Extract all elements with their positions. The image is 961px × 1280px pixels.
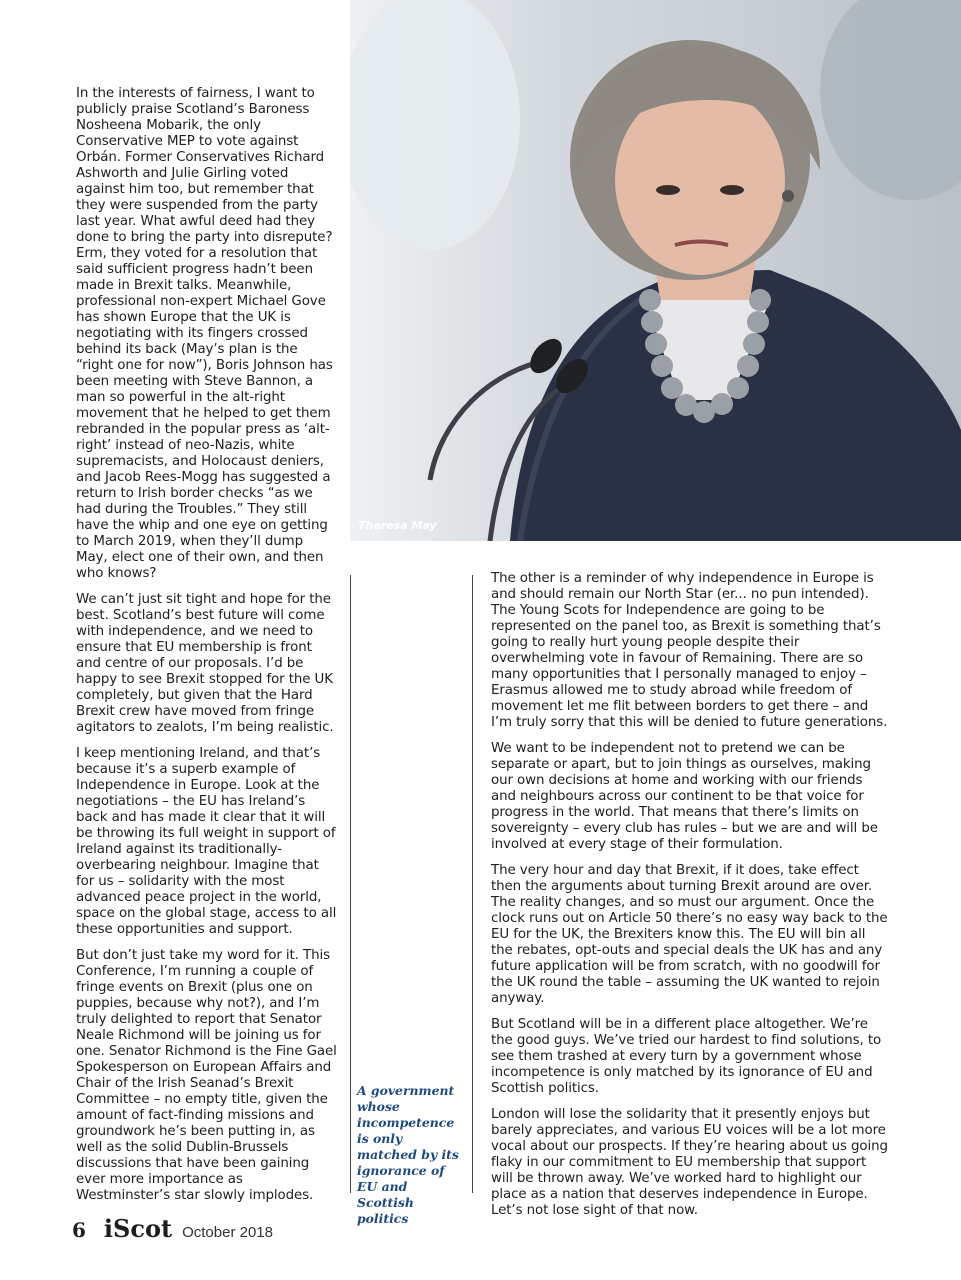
body-paragraph: The very hour and day that Brexit, if it does, take effect then the arguments about turning Brexit around are over. The reality changes, and so must our argument. Once the clock runs out on Article 50 there’s no easy way back to the EU for the UK, the Brexiters know this. The EU will bin all the rebates, opt-outs and special deals the UK has and any future application will be from scratch, with no goodwill for the UK round the table – assuming the UK wanted to rejoin anyway. — [491, 863, 888, 1006]
right-article-column — [491, 571, 889, 1229]
photo-caption: Theresa May — [358, 519, 437, 532]
portrait-illustration — [350, 0, 961, 541]
body-paragraph: I keep mentioning Ireland, and that’s because it’s a superb example of Independence in Europe. Look at the negotiations – the EU has Ireland’s back and has made it clear that it will be throwing its full weight in support of Ireland against its traditionally-overbearing neighbour. Imagine that for us – solidarity with the most advanced peace project in the world, space on the global stage, access to all these opportunities and support. — [76, 746, 337, 937]
column-divider — [350, 575, 351, 1193]
magazine-logo: iScot — [103, 1214, 173, 1243]
body-paragraph: We can’t just sit tight and hope for the best. Scotland’s best future will come with independence, and we need to ensure that EU membership is front and centre of our proposals. I’d be happy to see Brexit stopped for the UK completely, but given that the Hard Brexit crew have moved from fringe agitators to zealots, I’m being realistic. — [76, 592, 334, 735]
column-divider — [472, 575, 473, 1193]
body-paragraph: But Scotland will be in a different place altogether. We’re the good guys. We’ve tried our hardest to find solutions, to see them trashed at every turn by a government whose incompetence is only matched by its ignorance of EU and Scottish politics. — [491, 1017, 882, 1096]
body-paragraph: The other is a reminder of why independence in Europe is and should remain our North Star (er... no pun intended). The Young Scots for Independence are going to be represented on the panel too, as Brexit is something that’s going to really hurt young people despite their overwhelming vote in favour of Remaining. There are so many opportunities that I personally managed to enjoy – Erasmus allowed me to study abroad while freedom of movement let me flit between borders to get there – and I’m truly sorry that this will be denied to future generations. — [491, 571, 888, 730]
page-number: 6 — [72, 1218, 86, 1242]
issue-date: October 2018 — [182, 1224, 273, 1241]
body-paragraph: In the interests of fairness, I want to publicly praise Scotland’s Baroness Nosheena Mobarik, the only Conservative MEP to vote against Orbán. Former Conservatives Richard Ashworth and Julie Girling voted against him too, but remember that they were suspended from the party last year. What awful deed had they done to bring the party into disrepute? Erm, they voted for a resolution that said sufficient progress hadn’t been made in Brexit talks. Meanwhile, professional non-expert Michael Gove has shown Europe that the UK is negotiating with its fingers crossed behind its back (May’s plan is the “right one for now”), Boris Johnson has been meeting with Steve Bannon, a man so powerful in the alt-right movement that he helped to get them rebranded in the popular press as ‘alt-right’ instead of neo-Nazis, white supremacists, and Holocaust deniers, and Jacob Rees-Mogg has suggested a return to Irish border checks “as we had during the Troubles.” They still have the whip and one eye on getting to March 2019, when they’ll dump May, elect one of their own, and then who knows? — [76, 86, 333, 581]
page-footer — [72, 1214, 273, 1244]
body-paragraph: London will lose the solidarity that it presently enjoys but barely appreciates, and various EU voices will be a lot more vocal about our prospects. If they’re hearing about us going flaky in our commitment to EU membership that support will be thrown away. We’ve worked hard to highlight our place as a nation that deserves independence in Europe. Let’s not lose sight of that now. — [491, 1107, 888, 1218]
pull-quote: A government whose incompetence is only matched by its ignorance of EU and Scottish politics — [357, 1083, 459, 1226]
left-article-column — [76, 86, 338, 1214]
article-photo — [350, 0, 961, 541]
body-paragraph: But don’t just take my word for it. This Conference, I’m running a couple of fringe events on Brexit (plus one on puppies, because why not?), and I’m truly delighted to report that Senator Neale Richmond will be joining us for one. Senator Richmond is the Fine Gael Spokesperson on European Affairs and Chair of the Irish Seanad’s Brexit Committee – no empty title, given the amount of fact-finding missions and groundwork he’s been putting in, as well as the solid Dublin-Brussels discussions that have been gaining ever more importance as Westminster’s star slowly implodes. — [76, 948, 337, 1203]
body-paragraph: We want to be independent not to pretend we can be separate or apart, but to join things as ourselves, making our own decisions at home and working with our friends and neighbours across our continent to be that voice for progress in the world. That means that there’s limits on sovereignty – every club has rules – but we are and will be involved at every stage of their formulation. — [491, 741, 878, 852]
